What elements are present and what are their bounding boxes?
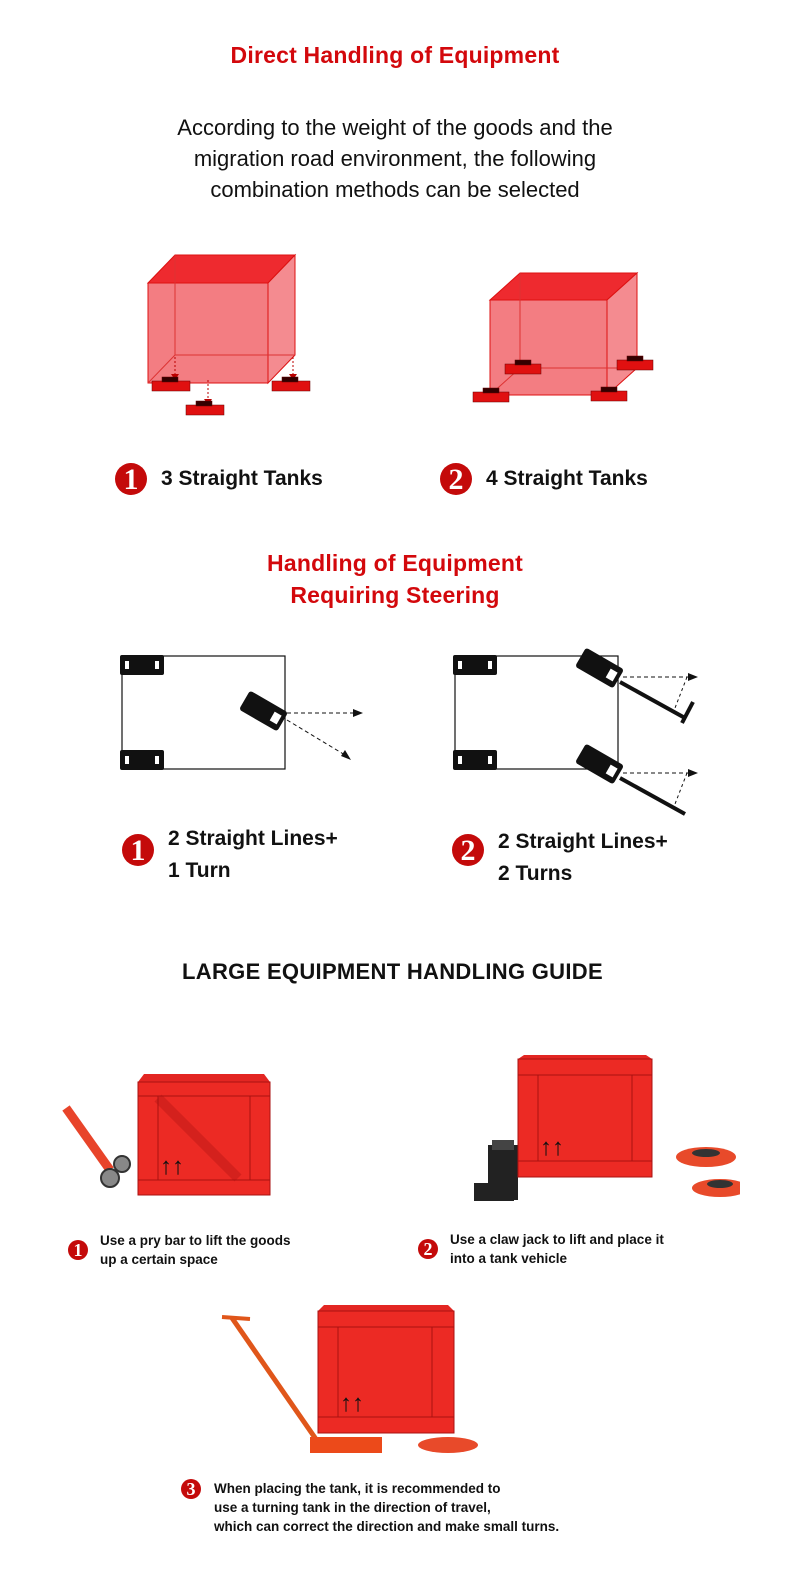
illustration-claw-jack-crate (470, 1055, 740, 1205)
option-two-turns (452, 826, 668, 890)
number-badge-icon: 1 (115, 463, 147, 495)
intro-line: migration road environment, the following (193, 146, 597, 171)
option-label (168, 823, 338, 887)
step-line: which can correct the direction and make small turns. (214, 1519, 560, 1534)
step-line: When placing the tank, it is recommended to (214, 1481, 501, 1496)
number-badge-icon: 2 (418, 1239, 438, 1259)
step-line: use a turning tank in the direction of travel, (214, 1500, 491, 1515)
diagram-three-tanks (140, 250, 320, 430)
step-text (214, 1479, 559, 1536)
option-line: 2 Straight Lines+ (168, 827, 338, 850)
number-badge-icon: 2 (452, 834, 484, 866)
title-line: Requiring Steering (290, 582, 500, 608)
step-text (450, 1230, 664, 1268)
option-one-turn (122, 823, 338, 887)
svg-text:↑↑: ↑↑ (340, 1390, 364, 1417)
illustration-turning-tank-crate (220, 1305, 480, 1455)
section-title-direct-handling: Direct Handling of Equipment (230, 42, 560, 68)
section-title-guide: LARGE EQUIPMENT HANDLING GUIDE (182, 959, 603, 984)
number-badge-icon: 1 (68, 1240, 88, 1260)
option-label: 4 Straight Tanks (486, 467, 648, 490)
svg-text:↑↑: ↑↑ (540, 1134, 564, 1161)
step-line: up a certain space (100, 1252, 218, 1267)
step-three (181, 1479, 559, 1536)
diagram-four-tanks (465, 268, 665, 408)
option-line: 1 Turn (168, 859, 231, 882)
illustration-pry-bar-crate (60, 1070, 280, 1200)
step-text (100, 1231, 291, 1269)
option-four-straight-tanks (440, 463, 648, 495)
intro-line: combination methods can be selected (210, 177, 580, 202)
svg-text:↑↑: ↑↑ (160, 1153, 184, 1180)
option-three-straight-tanks (115, 463, 323, 495)
step-line: into a tank vehicle (450, 1251, 568, 1266)
number-badge-icon: 3 (181, 1479, 201, 1499)
diagram-one-turn (115, 650, 375, 780)
intro-text (0, 112, 790, 205)
diagram-two-turns (445, 640, 715, 820)
step-line: Use a pry bar to lift the goods (100, 1233, 291, 1248)
option-line: 2 Turns (498, 862, 573, 885)
step-one (68, 1231, 291, 1269)
number-badge-icon: 1 (122, 834, 154, 866)
section-title-steering (0, 547, 790, 611)
option-label: 3 Straight Tanks (161, 467, 323, 490)
option-line: 2 Straight Lines+ (498, 830, 668, 853)
step-two (418, 1230, 664, 1268)
title-line: Handling of Equipment (267, 550, 523, 576)
number-badge-icon: 2 (440, 463, 472, 495)
option-label (498, 826, 668, 890)
step-line: Use a claw jack to lift and place it (450, 1232, 664, 1247)
intro-line: According to the weight of the goods and the (177, 115, 613, 140)
